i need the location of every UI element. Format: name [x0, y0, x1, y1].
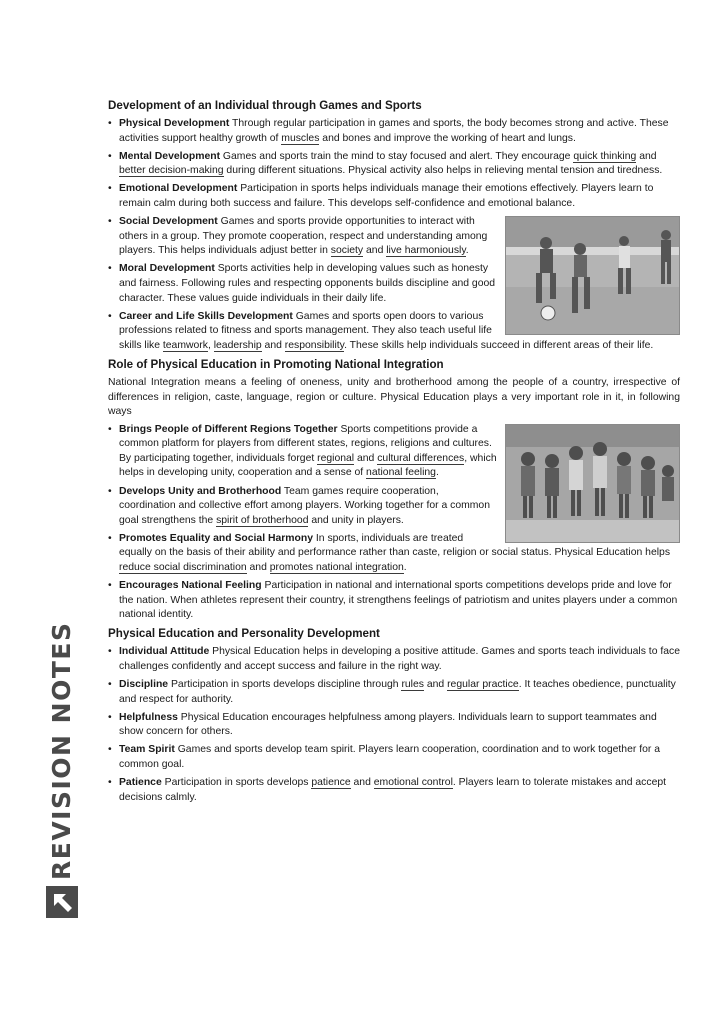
photo-block-2	[108, 423, 680, 627]
personality-list	[108, 645, 680, 805]
list-item-moral: • Moral Development Sports activities help in developing values such as honesty and fairness. Following rules and respecting opponents builds discipline and good character. These values guide individuals in their daily life.	[108, 262, 680, 306]
photo-block-1	[108, 215, 680, 357]
list-item-patience: • Patience Participation in sports develops patience and emotional control. Players learn to tolerate mistakes and accept decisions calmly.	[108, 776, 680, 805]
list-item-unity-brotherhood: • Develops Unity and Brotherhood Team games require cooperation, coordination and collective effort among players. Working together for a common goal strengthens the spirit of brotherhood and unity in players.	[108, 485, 680, 529]
list-item-physical: • Physical Development Through regular participation in games and sports, the body becomes strong and active. These activities support healthy growth of muscles and bones and improve the working of heart and lungs.	[108, 117, 680, 146]
section-heading-national-integration: Role of Physical Education in Promoting National Integration	[108, 357, 444, 371]
list-item-team-spirit: • Team Spirit Games and sports develop team spirit. Players learn cooperation, coordination and to work together for a common goal.	[108, 743, 680, 772]
section-heading-personality: Physical Education and Personality Development	[108, 627, 380, 641]
list-item-equality: • Promotes Equality and Social Harmony In sports, individuals are treated equally on the basis of their ability and performance rather than caste, religion or social status. Physical Education helps reduce social discrimination and promotes national integration.	[108, 532, 680, 576]
national-integration-list	[108, 423, 680, 623]
list-item-discipline: • Discipline Participation in sports develops discipline through rules and regular practice. It teaches obedience, punctuality and respect for authority.	[108, 678, 680, 707]
individual-development-list	[108, 117, 680, 212]
list-item-career: • Career and Life Skills Development Games and sports open doors to various professions related to fitness and sports management. They also teach useful life skills like teamwork, leadership and responsibility. These skills help individuals succeed in different areas of their life.	[108, 310, 680, 354]
list-item-emotional: • Emotional Development Participation in sports helps individuals manage their emotions effectively. Players learn to remain calm during both success and failure. This develops self-confidence and emotional balance.	[108, 182, 680, 211]
arrow-up-left-icon	[46, 886, 78, 918]
list-item-mental: • Mental Development Games and sports train the mind to stay focused and alert. They encourage quick thinking and better decision-making during different situations. Physical activity also helps in relieving mental tension and tiredness.	[108, 150, 680, 179]
revision-notes-label: REVISION NOTES	[47, 621, 76, 880]
list-item-social: • Social Development Games and sports provide opportunities to interact with others in a group. They promote cooperation, respect and understanding among players. This helps individuals adjust better in society and live harmoniously.	[108, 215, 680, 259]
list-item-attitude: • Individual Attitude Physical Education helps in developing a positive attitude. Games and sports teach individuals to face challenges confidently and accept success and failure in the right way.	[108, 645, 680, 674]
revision-notes-sidebar	[44, 621, 80, 920]
list-item-regions-together: • Brings People of Different Regions Together Sports competitions provide a common platform for players from different states, regions, religions and cultures. By participating together, individuals forget regional and cultural differences, which helps in developing unity, cooperation and a sense of national feeling.	[108, 423, 680, 481]
section-heading-individual-development: Development of an Individual through Games and Sports	[108, 99, 422, 112]
list-item-national-feeling: • Encourages National Feeling Participation in national and international sports competitions develops pride and love for the nation. When athletes represent their country, it strengthens feelings of patriotism and unites players under a common national identity.	[108, 579, 680, 623]
individual-development-list-2	[108, 215, 680, 353]
content-column	[108, 98, 680, 809]
national-integration-intro: National Integration means a feeling of oneness, unity and brotherhood among the people of a country, irrespective of differences in religion, caste, language, region or culture. Physical Education plays a very important role in it, in following ways	[108, 376, 680, 418]
list-item-helpfulness: • Helpfulness Physical Education encourages helpfulness among players. Individuals learn to support teammates and show concern for others.	[108, 711, 680, 740]
